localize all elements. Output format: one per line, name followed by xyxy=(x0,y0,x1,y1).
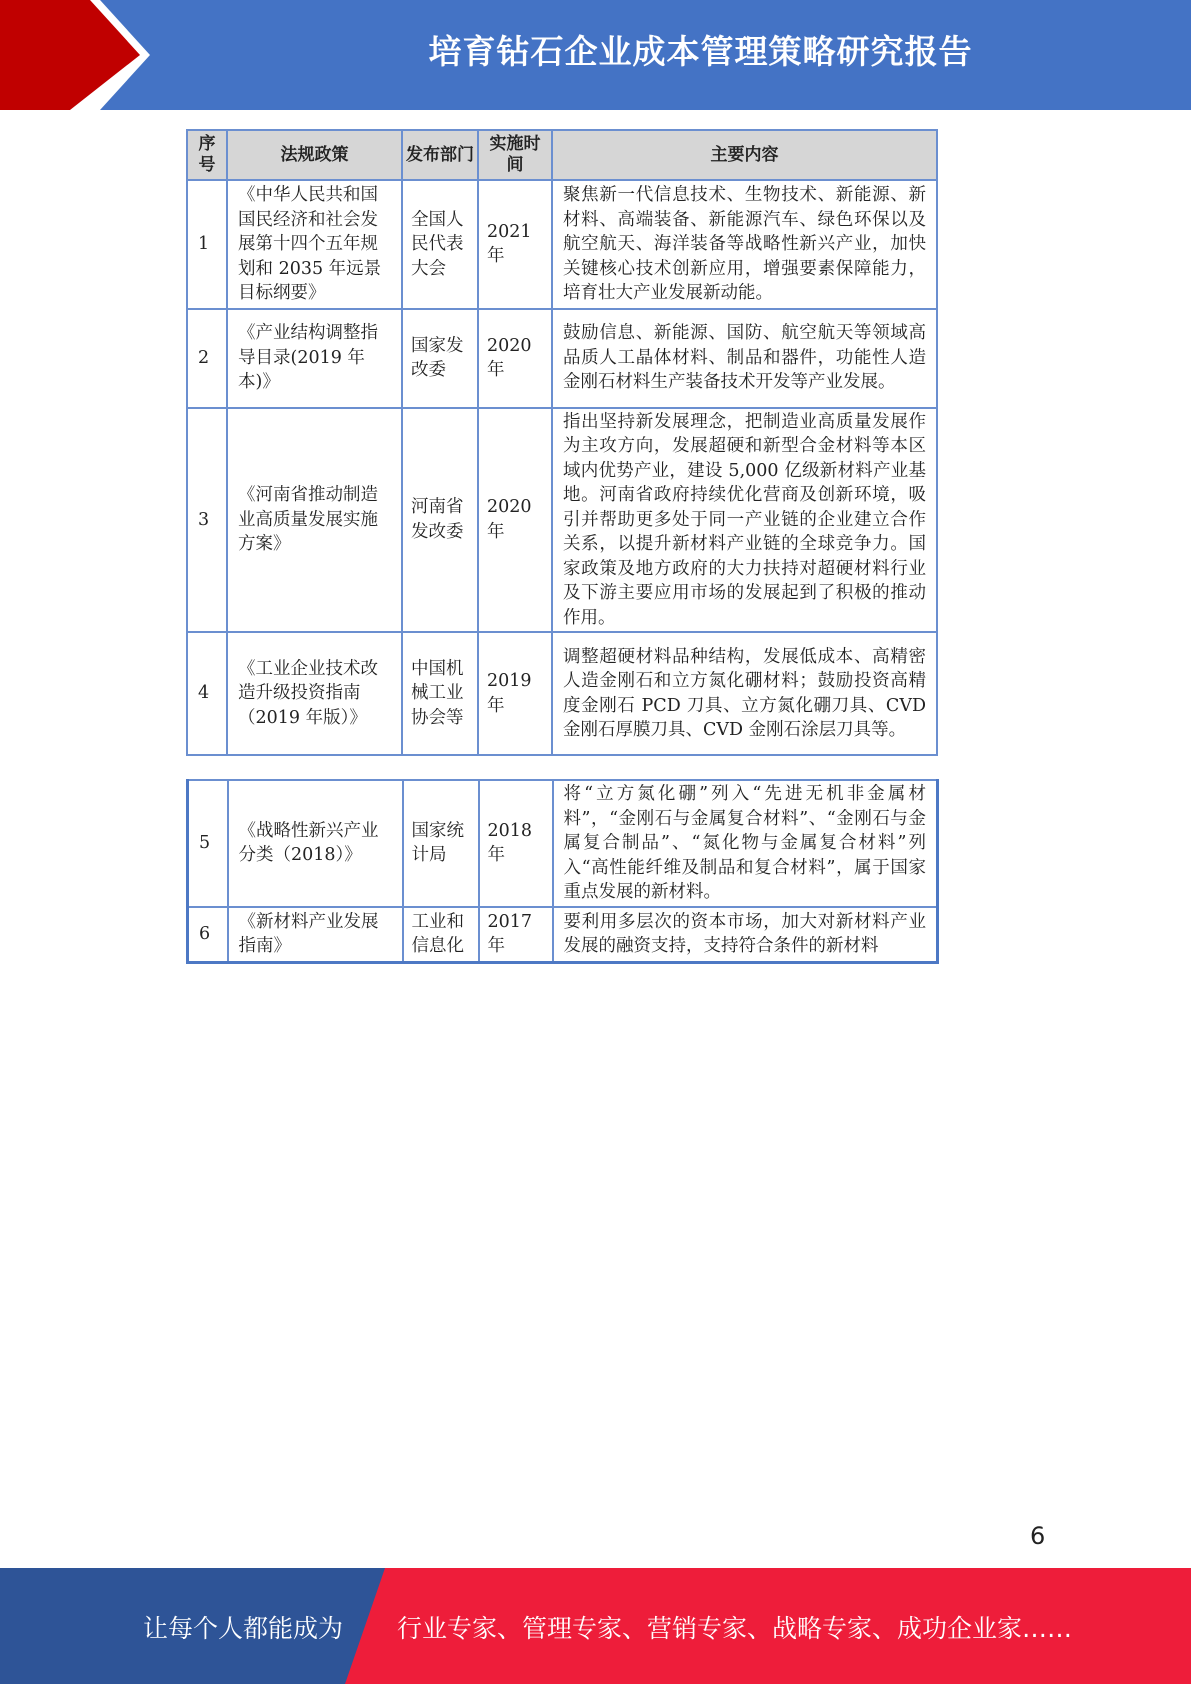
header-dept: 发布部门 xyxy=(402,130,478,180)
row-dept: 工业和信息化 xyxy=(403,907,479,963)
row-policy: 《工业企业技术改造升级投资指南（2019 年版）》 xyxy=(227,632,402,755)
table-row xyxy=(188,780,938,907)
table-row xyxy=(187,180,937,309)
row-content: 鼓励信息、新能源、国防、航空航天等领域高品质人工晶体材料、制品和器件，功能性人造金刚石材料生产装备技术开发等产业发展。 xyxy=(552,309,937,408)
row-time: 2018 年 xyxy=(479,780,553,907)
row-time: 2017 年 xyxy=(479,907,553,963)
row-time: 2020 年 xyxy=(478,408,552,633)
row-policy: 《产业结构调整指导目录(2019 年本)》 xyxy=(227,309,402,408)
header-time: 实施时间 xyxy=(478,130,552,180)
policy-table xyxy=(186,129,938,756)
row-content: 要利用多层次的资本市场，加大对新材料产业发展的融资支持，支持符合条件的新材料 xyxy=(553,907,938,963)
table-header-row xyxy=(187,130,937,180)
table-row xyxy=(187,632,937,755)
row-dept: 全国人民代表大会 xyxy=(402,180,478,309)
row-no: 4 xyxy=(187,632,227,755)
table-row xyxy=(188,907,938,963)
row-no: 2 xyxy=(187,309,227,408)
row-time: 2020 年 xyxy=(478,309,552,408)
row-content: 聚焦新一代信息技术、生物技术、新能源、新材料、高端装备、新能源汽车、绿色环保以及航空航天、海洋装备等战略性新兴产业，加快关键核心技术创新应用，增强要素保障能力，培育壮大产业发展新动能。 xyxy=(552,180,937,309)
header-content: 主要内容 xyxy=(552,130,937,180)
row-content: 指出坚持新发展理念，把制造业高质量发展作为主攻方向，发展超硬和新型合金材料等本区域内优势产业，建设 5,000 亿级新材料产业基地。河南省政府持续优化营商及创新环境，吸引并帮助更多处于同一产业链的企业建立合作关系，以提升新材料产业链的全球竞争力。国家政策及地方政府的大力扶持对超硬材料行业及下游主要应用市场的发展起到了积极的推动作用。 xyxy=(552,408,937,633)
report-title: 培育钻石企业成本管理策略研究报告 xyxy=(428,32,973,71)
header-chevron-red xyxy=(0,0,140,110)
page-footer xyxy=(0,1568,1191,1684)
page-number: 6 xyxy=(1030,1522,1046,1550)
row-policy: 《战略性新兴产业分类（2018）》 xyxy=(228,780,403,907)
policy-table-continued xyxy=(186,779,939,964)
table-row xyxy=(187,408,937,633)
header-no: 序号 xyxy=(187,130,227,180)
row-content: 调整超硬材料品种结构，发展低成本、高精密人造金刚石和立方氮化硼材料；鼓励投资高精度金刚石 PCD 刀具、立方氮化硼刀具、CVD 金刚石厚膜刀具、CVD 金刚石涂层刀具等。 xyxy=(552,632,937,755)
page-header xyxy=(0,0,1191,110)
footer-slogan-right: 行业专家、管理专家、营销专家、战略专家、成功企业家…… xyxy=(397,1614,1073,1643)
row-content: 将“立方氮化硼”列入“先进无机非金属材料”，“金刚石与金属复合材料”、“金刚石与金属复合制品”、“氮化物与金属复合材料”列入“高性能纤维及制品和复合材料”，属于国家重点发展的新材料。 xyxy=(553,780,938,907)
row-policy: 《河南省推动制造业高质量发展实施方案》 xyxy=(227,408,402,633)
table-row xyxy=(187,309,937,408)
row-dept: 中国机械工业协会等 xyxy=(402,632,478,755)
row-no: 6 xyxy=(188,907,228,963)
row-policy: 《中华人民共和国国民经济和社会发展第十四个五年规划和 2035 年远景目标纲要》 xyxy=(227,180,402,309)
row-time: 2019 年 xyxy=(478,632,552,755)
row-dept: 国家统计局 xyxy=(403,780,479,907)
row-dept: 河南省发改委 xyxy=(402,408,478,633)
row-policy: 《新材料产业发展指南》 xyxy=(228,907,403,963)
header-policy: 法规政策 xyxy=(227,130,402,180)
row-no: 5 xyxy=(188,780,228,907)
row-time: 2021 年 xyxy=(478,180,552,309)
row-no: 1 xyxy=(187,180,227,309)
row-dept: 国家发改委 xyxy=(402,309,478,408)
footer-slogan-left: 让每个人都能成为 xyxy=(143,1614,344,1643)
row-no: 3 xyxy=(187,408,227,633)
